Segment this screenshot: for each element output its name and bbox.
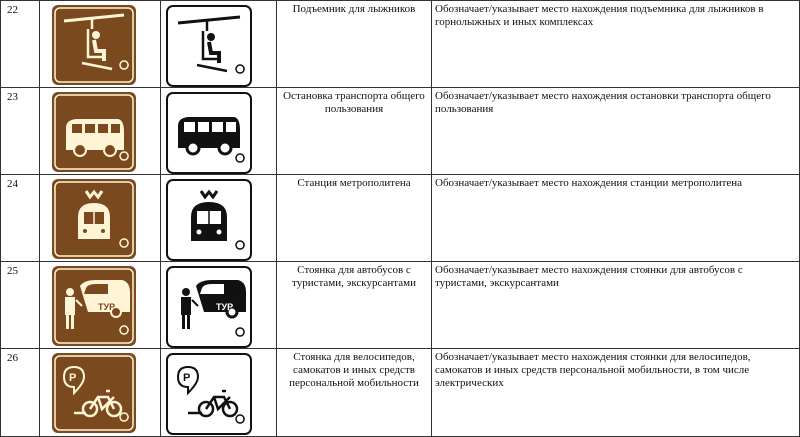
sign-text: P	[183, 372, 191, 384]
sign-description: Обозначает/указывает место нахождения станции метрополитена	[432, 175, 800, 262]
sign-brown-cell	[40, 1, 161, 88]
metro-bw-icon	[166, 179, 252, 261]
bus-icon	[52, 92, 136, 172]
row-number: 23	[1, 88, 40, 175]
row-number: 24	[1, 175, 40, 262]
sign-bw-cell	[161, 88, 277, 175]
table-row	[1, 1, 800, 88]
row-number: 22	[1, 1, 40, 88]
sign-text: P	[69, 372, 77, 384]
bus-bw-icon	[166, 92, 252, 174]
sign-name: Остановка транспорта общего пользования	[277, 88, 432, 175]
metro-icon	[52, 179, 136, 259]
sign-bw-cell	[161, 349, 277, 437]
ski-lift-bw-icon	[166, 5, 252, 87]
tourist-bus-bw-icon	[166, 266, 252, 348]
sign-bw-cell	[161, 175, 277, 262]
sign-bw-cell	[161, 1, 277, 88]
table-row	[1, 349, 800, 437]
row-number: 25	[1, 262, 40, 349]
sign-brown-cell	[40, 175, 161, 262]
tourist-bus-icon	[52, 266, 136, 346]
sign-description: Обозначает/указывает место нахождения стоянки для велосипедов, самокатов и иных средств персональной мобильности, в том числе электрических	[432, 349, 800, 437]
sign-text: ТУР	[98, 302, 116, 312]
sign-brown-cell	[40, 349, 161, 437]
table-row	[1, 88, 800, 175]
sign-brown-cell	[40, 262, 161, 349]
sign-name: Станция метрополитена	[277, 175, 432, 262]
bike-parking-bw-icon	[166, 353, 252, 435]
sign-name: Стоянка для автобусов с туристами, экскурсантами	[277, 262, 432, 349]
sign-brown-cell	[40, 88, 161, 175]
sign-name: Стоянка для велосипедов, самокатов и иных средств персональной мобильности	[277, 349, 432, 437]
sign-description: Обозначает/указывает место нахождения остановки транспорта общего пользования	[432, 88, 800, 175]
sign-bw-cell	[161, 262, 277, 349]
sign-name: Подъемник для лыжников	[277, 1, 432, 88]
bike-parking-icon	[52, 353, 136, 433]
sign-description: Обозначает/указывает место нахождения стоянки для автобусов с туристами, экскурсантами	[432, 262, 800, 349]
sign-description: Обозначает/указывает место нахождения подъемника для лыжников в горнолыжных и иных комплексах	[432, 1, 800, 88]
sign-text: ТУР	[216, 302, 234, 312]
table-row	[1, 175, 800, 262]
table-row	[1, 262, 800, 349]
row-number: 26	[1, 349, 40, 437]
ski-lift-icon	[52, 5, 136, 85]
